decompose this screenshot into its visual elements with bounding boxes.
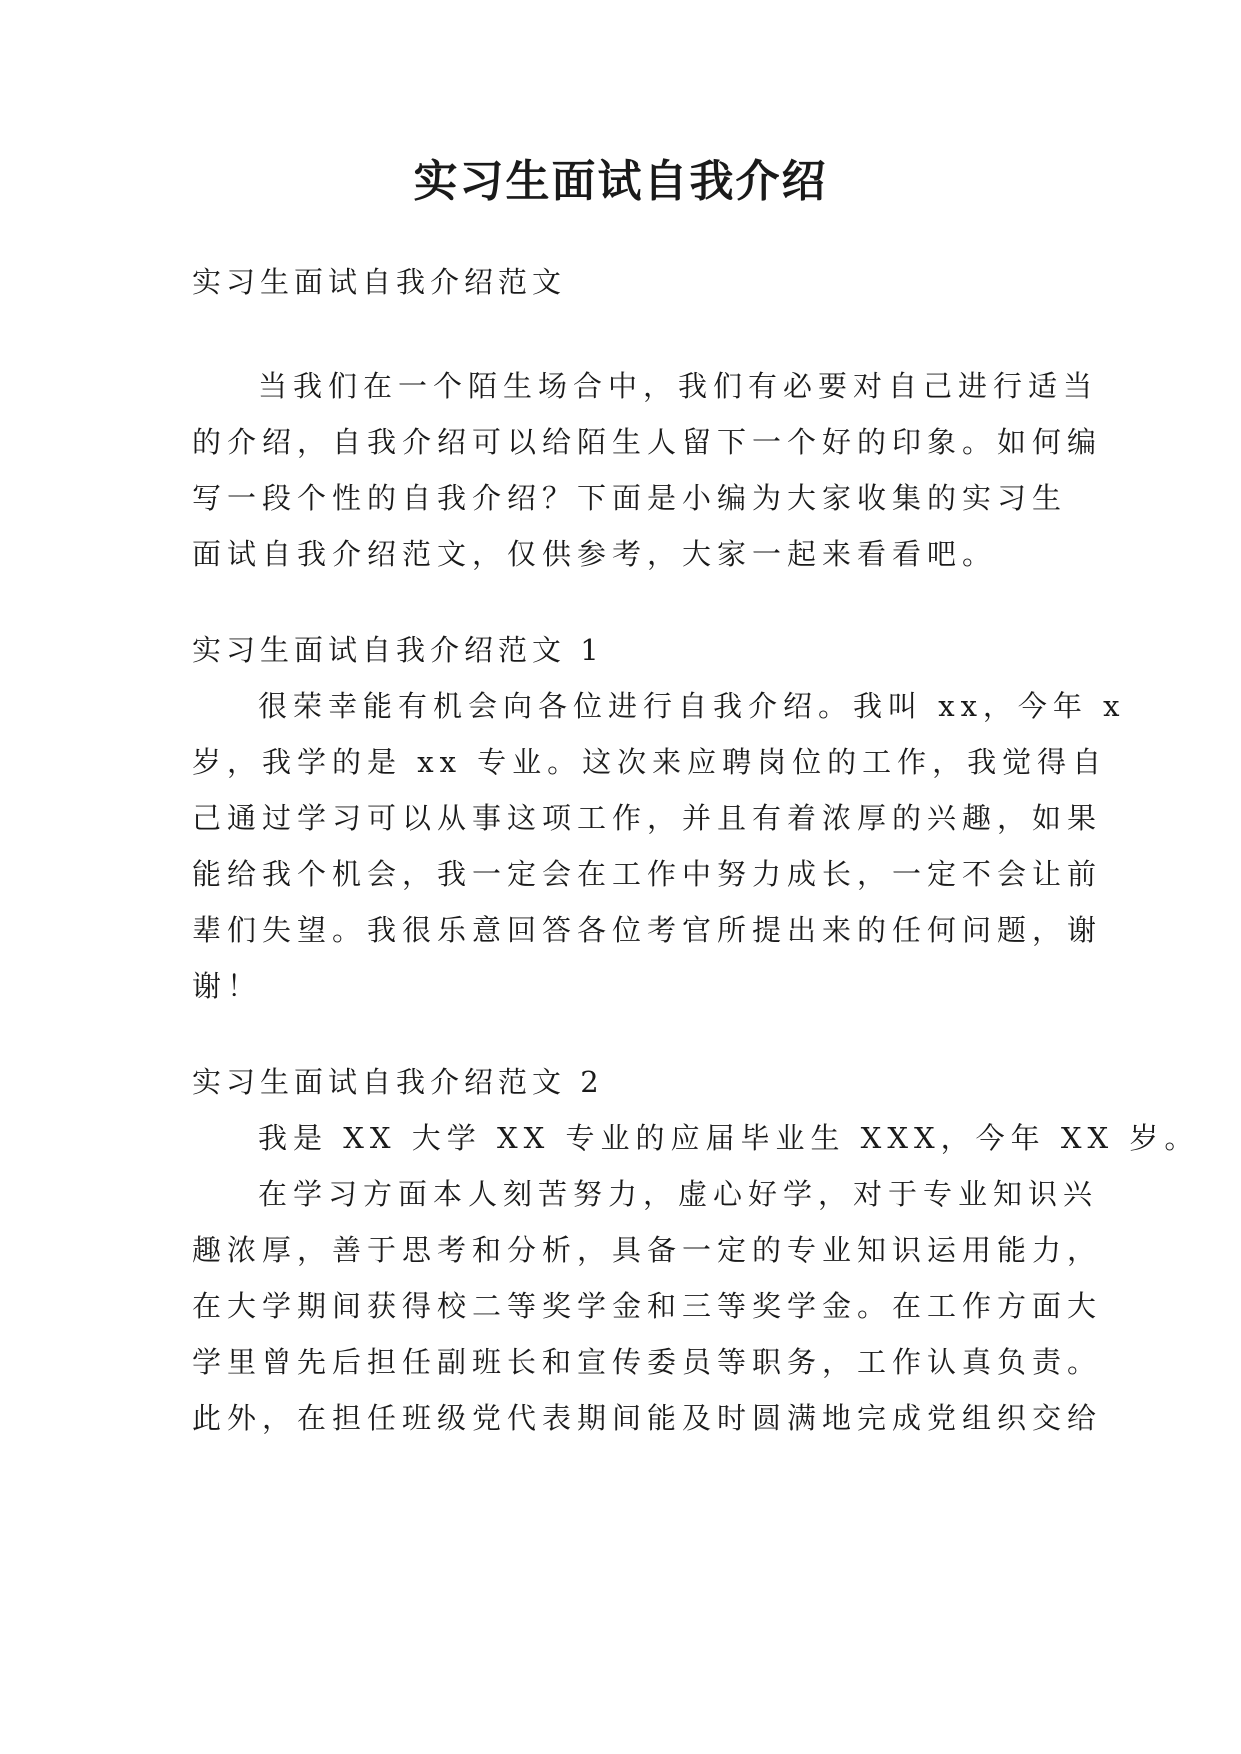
section-1-line-3: 己通过学习可以从事这项工作，并且有着浓厚的兴趣，如果: [192, 801, 1103, 835]
section-1-line-2: 岁，我学的是 xx 专业。这次来应聘岗位的工作，我觉得自: [192, 745, 1108, 779]
section-2-paragraph-1: 我是 XX 大学 XX 专业的应届毕业生 XXX，今年 XX 岁。: [258, 1121, 1200, 1155]
intro-line-4: 面试自我介绍范文，仅供参考，大家一起来看看吧。: [192, 537, 998, 571]
section-2-heading: 实习生面试自我介绍范文 2: [192, 1065, 604, 1099]
intro-line-3: 写一段个性的自我介绍？下面是小编为大家收集的实习生: [192, 481, 1068, 515]
subtitle: 实习生面试自我介绍范文: [192, 265, 567, 299]
section-2-line-2: 趣浓厚，善于思考和分析，具备一定的专业知识运用能力，: [192, 1233, 1103, 1267]
intro-line-1: 当我们在一个陌生场合中，我们有必要对自己进行适当: [258, 369, 1099, 403]
section-1-line-6: 谢！: [192, 969, 263, 1003]
intro-line-2: 的介绍，自我介绍可以给陌生人留下一个好的印象。如何编: [192, 425, 1103, 459]
section-2-line-3: 在大学期间获得校二等奖学金和三等奖学金。在工作方面大: [192, 1289, 1103, 1323]
section-1-line-4: 能给我个机会，我一定会在工作中努力成长，一定不会让前: [192, 857, 1103, 891]
document-title: 实习生面试自我介绍: [413, 156, 828, 207]
section-1-heading: 实习生面试自我介绍范文 1: [192, 633, 604, 667]
section-2-line-1: 在学习方面本人刻苦努力，虚心好学，对于专业知识兴: [258, 1177, 1099, 1211]
section-2-line-5: 此外，在担任班级党代表期间能及时圆满地完成党组织交给: [192, 1401, 1103, 1435]
section-2-line-4: 学里曾先后担任副班长和宣传委员等职务，工作认真负责。: [192, 1345, 1103, 1379]
section-1-line-1: 很荣幸能有机会向各位进行自我介绍。我叫 xx，今年 x: [258, 689, 1126, 723]
section-1-line-5: 辈们失望。我很乐意回答各位考官所提出来的任何问题，谢: [192, 913, 1103, 947]
